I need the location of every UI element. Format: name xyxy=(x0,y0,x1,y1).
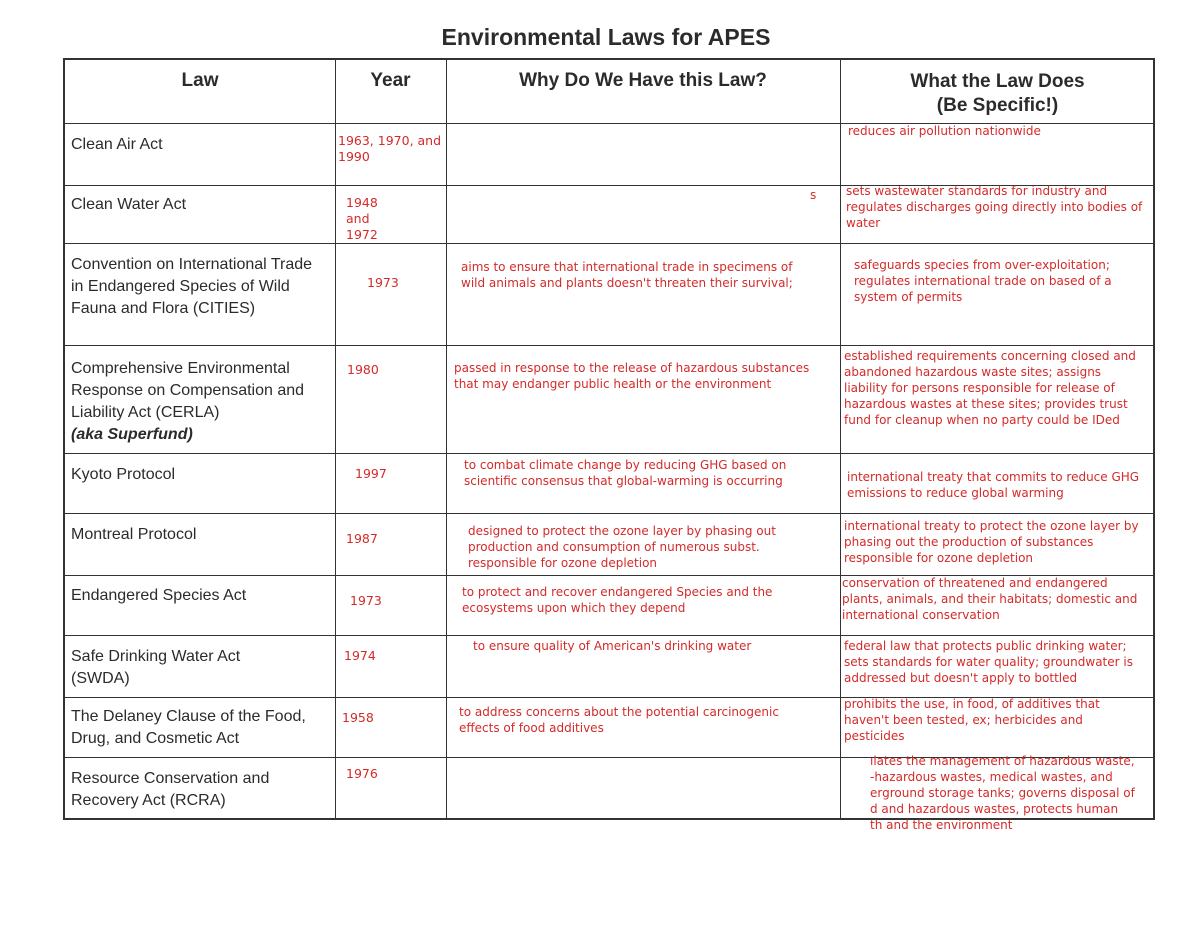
law-name: Kyoto Protocol xyxy=(71,466,176,483)
law-name: Resource Conservation and Recovery Act (RCRA) xyxy=(71,770,270,809)
header-year: Year xyxy=(370,70,411,91)
law-year: 1980 xyxy=(347,362,379,377)
law-what: conservation of threatened and endangered plants, animals, and their habitats; domestic and international conservation xyxy=(842,576,1138,622)
page-title: Environmental Laws for APES xyxy=(441,24,771,50)
law-why: s xyxy=(810,188,817,202)
law-name: Safe Drinking Water Act (SWDA) xyxy=(71,648,241,687)
law-what: established requirements concerning closed and abandoned hazardous waste sites; assigns liability for persons responsible for release of hazardous wastes at these sites; provides trust fund for cleanup when no party could be IDed xyxy=(844,349,1136,427)
law-what-line: erground storage tanks; governs disposal of xyxy=(870,786,1135,800)
header-what-line1: What the Law Does xyxy=(910,71,1085,92)
law-what-line: ılates the management of hazardous waste, xyxy=(870,754,1135,768)
law-what-line: d and hazardous wastes, protects human xyxy=(870,802,1119,816)
column-divider xyxy=(840,60,841,818)
law-why: passed in response to the release of hazardous substances that may endanger public health or the environment xyxy=(454,361,810,391)
row-divider xyxy=(65,453,1153,454)
header-what xyxy=(840,70,1155,118)
law-why: to protect and recover endangered Species and the ecosystems upon which they depend xyxy=(462,585,773,615)
law-year-line: 1948 xyxy=(346,195,378,210)
law-name: Clean Air Act xyxy=(71,136,163,153)
law-year: 1974 xyxy=(344,648,376,663)
law-name: Endangered Species Act xyxy=(71,587,247,604)
law-name: Montreal Protocol xyxy=(71,526,197,543)
law-year: 1973 xyxy=(350,593,382,608)
law-year xyxy=(346,195,436,243)
law-what: international treaty to protect the ozone layer by phasing out the production of substances responsible for ozone depletion xyxy=(844,519,1139,565)
law-what-line: th and the environment xyxy=(870,818,1013,832)
law-what xyxy=(870,753,1155,833)
law-what: federal law that protects public drinking water; sets standards for water quality; groundwater is addressed but doesn't apply to bottled xyxy=(844,639,1133,685)
law-year: 1973 xyxy=(367,275,399,290)
row-divider xyxy=(65,243,1153,244)
law-name: Convention on International Trade in Endangered Species of Wild Fauna and Flora (CITIES) xyxy=(71,256,313,317)
law-what: prohibits the use, in food, of additives that haven't been tested, ex; herbicides and pesticides xyxy=(844,697,1100,743)
header-what-line2: (Be Specific!) xyxy=(936,95,1059,116)
law-why: to combat climate change by reducing GHG based on scientific consensus that global-warming is occurring xyxy=(464,458,787,488)
law-why: designed to protect the ozone layer by phasing out production and consumption of numerous subst. responsible for ozone depletion xyxy=(468,524,776,570)
law-what: reduces air pollution nationwide xyxy=(848,124,1041,138)
law-year: 1997 xyxy=(355,466,387,481)
row-divider xyxy=(65,513,1153,514)
row-divider xyxy=(65,635,1153,636)
law-what-line: -hazardous wastes, medical wastes, and xyxy=(870,770,1113,784)
law-what: international treaty that commits to reduce GHG emissions to reduce global warming xyxy=(847,470,1140,500)
laws-table xyxy=(63,58,1155,832)
row-divider xyxy=(65,345,1153,346)
header-law: Law xyxy=(181,70,219,91)
law-what: safeguards species from over-exploitation; regulates international trade on based of a system of permits xyxy=(854,258,1112,304)
law-name: The Delaney Clause of the Food, Drug, and Cosmetic Act xyxy=(71,708,306,747)
header-why: Why Do We Have this Law? xyxy=(519,70,767,91)
law-name xyxy=(71,358,333,446)
law-year-line: and xyxy=(346,211,370,226)
law-year-line: 1972 xyxy=(346,227,378,242)
law-name-aka: (aka Superfund) xyxy=(71,426,193,443)
column-divider xyxy=(446,60,447,818)
law-name: Clean Water Act xyxy=(71,196,187,213)
column-divider xyxy=(335,60,336,818)
law-year: 1987 xyxy=(346,531,378,546)
law-why: aims to ensure that international trade in specimens of wild animals and plants doesn't threaten their survival; xyxy=(461,260,793,290)
law-year: 1958 xyxy=(342,710,374,725)
law-year: 1963, 1970, and 1990 xyxy=(338,133,442,164)
law-why: to address concerns about the potential carcinogenic effects of food additives xyxy=(459,705,779,735)
law-year: 1976 xyxy=(346,766,378,781)
law-why: to ensure quality of American's drinking water xyxy=(473,639,752,653)
law-name-text: Comprehensive Environmental Response on Compensation and Liability Act (CERLA) xyxy=(71,360,305,421)
law-what: sets wastewater standards for industry and regulates discharges going directly into bodies of water xyxy=(846,184,1143,230)
